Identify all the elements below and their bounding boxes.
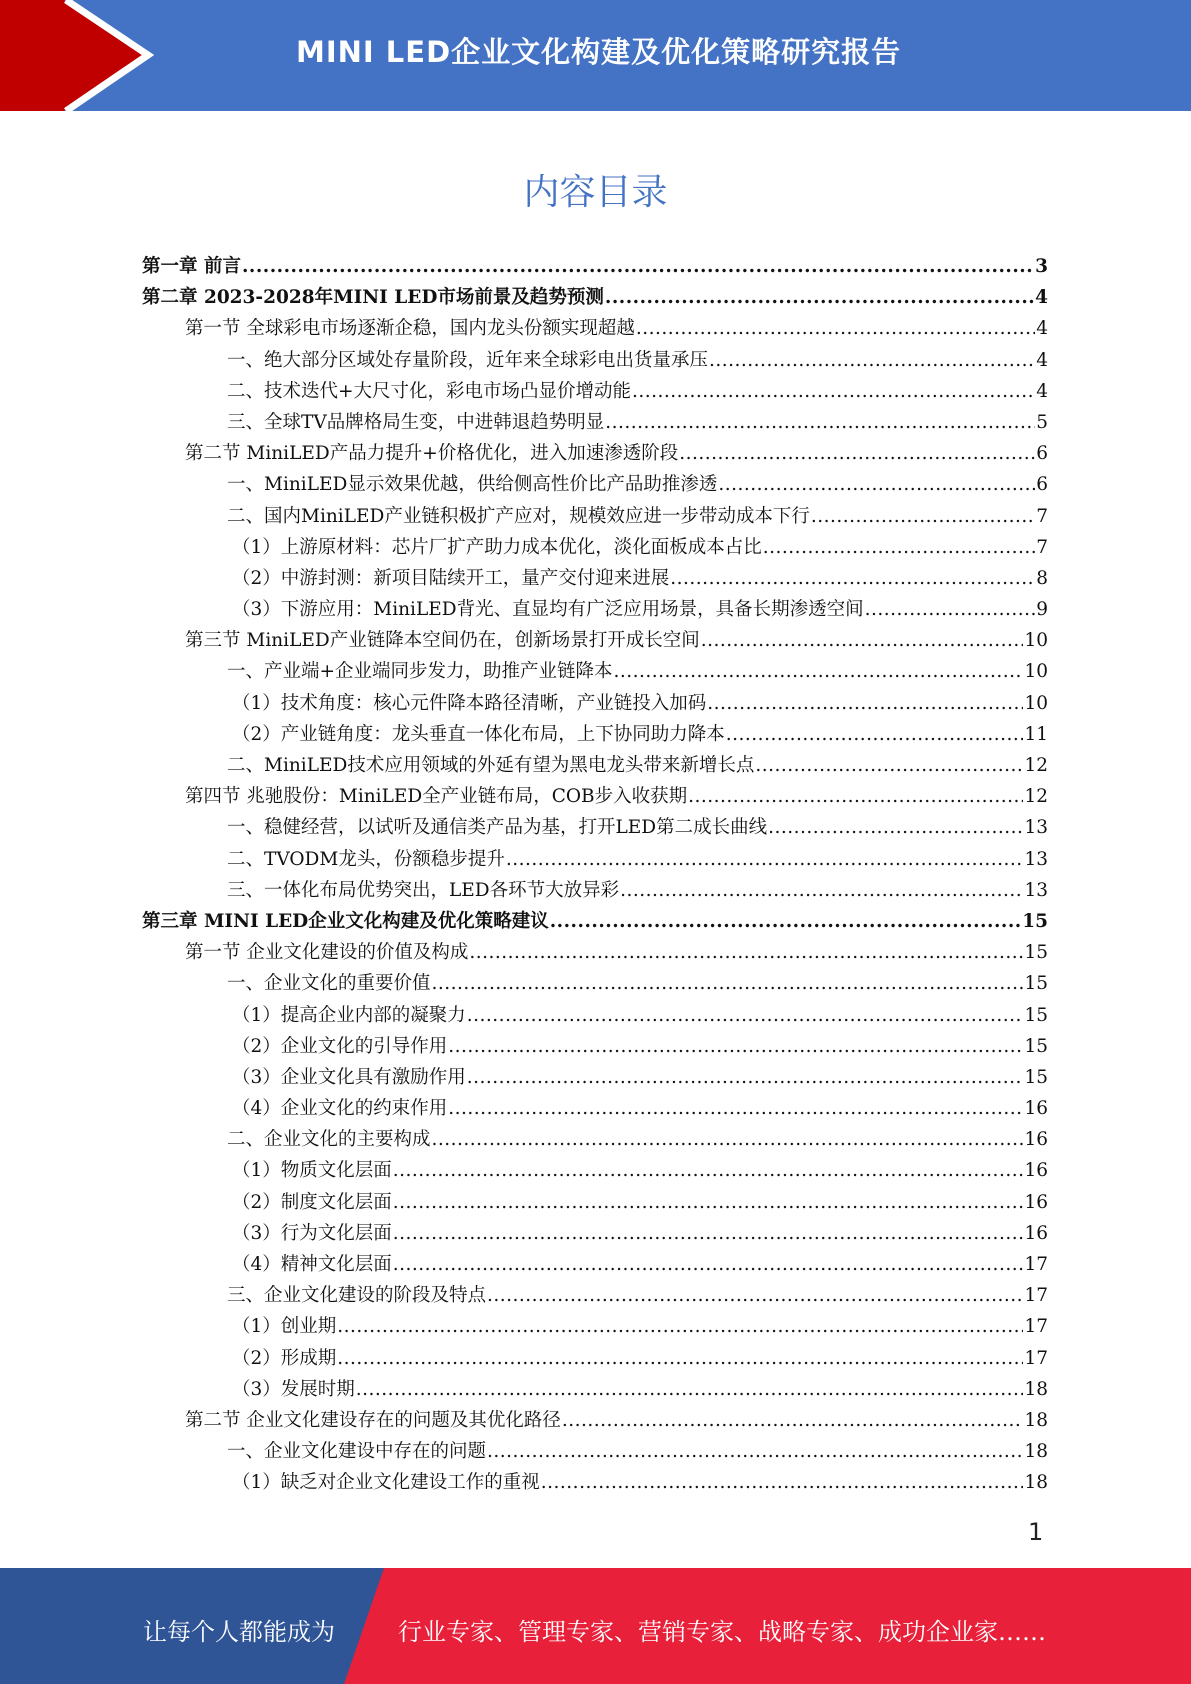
toc-dot-leader [467, 1005, 1024, 1026]
toc-entry-page: 18 [1024, 1378, 1048, 1400]
toc-entry[interactable] [142, 470, 1048, 501]
report-title: MINI LED企业文化构建及优化策略研究报告 [296, 35, 902, 69]
toc-dot-leader [763, 537, 1035, 558]
toc-entry[interactable] [142, 876, 1048, 907]
toc-entry[interactable] [142, 533, 1048, 564]
toc-entry-page: 4 [1036, 349, 1048, 371]
toc-dot-leader [541, 1472, 1024, 1493]
toc-dot-leader [487, 1441, 1023, 1462]
toc-entry-page: 11 [1024, 723, 1048, 745]
toc-dot-leader [709, 350, 1035, 371]
toc-entry-text: （1）提高企业内部的凝聚力 [232, 1004, 466, 1026]
toc-dot-leader [337, 1316, 1023, 1337]
toc-dot-leader [636, 318, 1035, 339]
toc-entry-page: 4 [1035, 287, 1048, 309]
toc-dot-leader [432, 973, 1024, 994]
toc-dot-leader [356, 1379, 1024, 1400]
toc-entry[interactable] [142, 408, 1048, 439]
toc-entry-page: 17 [1024, 1347, 1048, 1369]
toc-entry[interactable] [142, 1219, 1048, 1250]
toc-entry-page: 6 [1036, 474, 1048, 496]
toc-dot-leader [811, 506, 1035, 527]
toc-dot-leader [614, 661, 1024, 682]
toc-entry-text: 一、企业文化建设中存在的问题 [227, 1441, 487, 1463]
toc-entry-page: 15 [1024, 1035, 1048, 1057]
toc-entry[interactable] [142, 907, 1048, 938]
toc-entry-page: 12 [1024, 755, 1048, 776]
toc-dot-leader [393, 1160, 1024, 1181]
toc-entry-page: 13 [1024, 817, 1048, 839]
toc-dot-leader [242, 256, 1034, 277]
toc-dot-leader [393, 1192, 1024, 1213]
toc-entry-page: 17 [1024, 1254, 1048, 1275]
page-number: 1 [1028, 1518, 1044, 1546]
toc-entry[interactable] [142, 1344, 1048, 1375]
toc-entry-page: 13 [1024, 848, 1048, 870]
toc-entry-text: 一、产业端+企业端同步发力，助推产业链降本 [227, 661, 613, 683]
toc-dot-leader [550, 911, 1022, 932]
toc-entry-page: 15 [1024, 1004, 1048, 1026]
toc-entry[interactable] [142, 1437, 1048, 1468]
toc-entry[interactable] [142, 1001, 1048, 1032]
toc-entry-page: 4 [1036, 380, 1048, 402]
toc-entry-text: （3）企业文化具有激励作用 [232, 1066, 466, 1088]
toc-dot-leader [487, 1285, 1023, 1306]
toc-entry-page: 15 [1022, 910, 1048, 932]
toc-dot-leader [865, 599, 1036, 620]
toc-entry-text: 第一节 企业文化建设的价值及构成 [185, 942, 469, 964]
header-bar [0, 0, 1191, 111]
toc-entry[interactable] [142, 314, 1048, 345]
toc-entry-page: 7 [1036, 505, 1048, 527]
toc-entry[interactable] [142, 346, 1048, 377]
toc-dot-leader [632, 381, 1035, 402]
toc-entry[interactable] [142, 1094, 1048, 1125]
toc-entry-text: （4）精神文化层面 [232, 1254, 392, 1275]
footer-slogan-left: 让每个人都能成为 [143, 1618, 335, 1646]
toc-dot-leader [337, 1348, 1023, 1369]
header-arrow-shape [0, 0, 160, 111]
toc-entry[interactable] [142, 969, 1048, 1000]
toc-entry-page: 16 [1024, 1129, 1048, 1151]
toc-dot-leader [432, 1129, 1024, 1150]
toc-entry[interactable] [142, 283, 1048, 314]
toc-dot-leader [469, 942, 1023, 963]
toc-entry[interactable] [142, 813, 1048, 844]
toc-entry-page: 4 [1036, 318, 1048, 340]
toc-entry[interactable] [142, 1468, 1048, 1499]
toc-dot-leader [605, 287, 1034, 308]
toc-entry-page: 7 [1036, 536, 1048, 558]
table-of-contents [142, 252, 1048, 1500]
toc-dot-leader [679, 443, 1035, 464]
toc-entry-page: 10 [1024, 692, 1048, 714]
toc-entry[interactable] [142, 657, 1048, 688]
toc-entry[interactable] [142, 564, 1048, 595]
toc-entry[interactable] [142, 377, 1048, 408]
toc-entry-text: （1）技术角度：核心元件降本路径清晰，产业链投入加码 [232, 692, 707, 714]
toc-entry-page: 17 [1024, 1285, 1048, 1307]
toc-dot-leader [605, 412, 1035, 433]
toc-entry-page: 17 [1024, 1316, 1048, 1338]
toc-entry-text: （3）下游应用：MiniLED背光、直显均有广泛应用场景，具备长期渗透空间 [232, 599, 864, 621]
toc-entry-text: 第一章 前言 [142, 256, 241, 277]
toc-entry-page: 15 [1024, 1066, 1048, 1088]
toc-entry-page: 16 [1024, 1222, 1048, 1244]
toc-entry[interactable] [142, 439, 1048, 470]
toc-entry[interactable] [142, 689, 1048, 720]
toc-entry-page: 10 [1024, 661, 1048, 683]
toc-entry-text: 第三节 MiniLED产业链降本空间仍在，创新场景打开成长空间 [185, 630, 700, 652]
toc-entry[interactable] [142, 845, 1048, 876]
toc-entry-text: 三、一体化布局优势突出，LED各环节大放异彩 [227, 879, 620, 901]
toc-entry-page: 5 [1036, 411, 1048, 433]
toc-dot-leader [620, 880, 1023, 901]
toc-entry-text: 一、稳健经营，以试听及通信类产品为基，打开LED第二成长曲线 [227, 817, 768, 839]
toc-entry[interactable] [142, 502, 1048, 533]
toc-dot-leader [393, 1254, 1024, 1275]
toc-entry-text: （2）企业文化的引导作用 [232, 1035, 448, 1057]
toc-entry[interactable] [142, 751, 1048, 782]
toc-entry-text: 一、MiniLED显示效果优越，供给侧高性价比产品助推渗透 [227, 474, 718, 496]
toc-entry[interactable] [142, 1063, 1048, 1094]
toc-entry-text: 第二章 2023-2028年MINI LED市场前景及趋势预测 [142, 287, 604, 309]
toc-entry-text: 二、企业文化的主要构成 [227, 1129, 431, 1151]
toc-entry-text: （1）缺乏对企业文化建设工作的重视 [232, 1472, 540, 1494]
toc-entry-page: 15 [1024, 973, 1048, 995]
toc-entry-text: （3）行为文化层面 [232, 1222, 392, 1244]
toc-dot-leader [448, 1098, 1023, 1119]
toc-entry-text: 第三章 MINI LED企业文化构建及优化策略建议 [142, 910, 549, 932]
toc-dot-leader [701, 630, 1024, 651]
toc-dot-leader [467, 1067, 1024, 1088]
toc-dot-leader [726, 724, 1024, 745]
toc-entry[interactable] [142, 1156, 1048, 1187]
toc-entry-text: 第二节 企业文化建设存在的问题及其优化路径 [185, 1409, 561, 1431]
toc-entry-text: 第一节 全球彩电市场逐渐企稳，国内龙头份额实现超越 [185, 318, 635, 340]
toc-entry-text: 一、企业文化的重要价值 [227, 973, 431, 995]
toc-entry-page: 16 [1024, 1160, 1048, 1182]
toc-dot-leader [393, 1223, 1024, 1244]
toc-entry-text: 三、企业文化建设的阶段及特点 [227, 1285, 487, 1307]
toc-entry-text: （2）制度文化层面 [232, 1191, 392, 1213]
toc-entry-text: 第二节 MiniLED产品力提升+价格优化，进入加速渗透阶段 [185, 443, 679, 465]
toc-entry-text: 第四节 兆驰股份：MiniLED全产业链布局，COB步入收获期 [185, 786, 688, 808]
toc-entry-text: （1）上游原材料：芯片厂扩产助力成本优化，淡化面板成本占比 [232, 536, 762, 558]
toc-entry[interactable] [142, 782, 1048, 813]
toc-entry-text: 一、绝大部分区域处存量阶段，近年来全球彩电出货量承压 [227, 349, 709, 371]
toc-entry-page: 15 [1024, 942, 1048, 964]
toc-dot-leader [755, 755, 1023, 776]
toc-entry-page: 8 [1036, 567, 1048, 589]
toc-entry[interactable] [142, 252, 1048, 283]
footer-banner [0, 1568, 1191, 1684]
toc-entry-page: 16 [1024, 1191, 1048, 1213]
toc-entry-page: 12 [1024, 786, 1048, 808]
toc-entry-page: 10 [1024, 630, 1048, 652]
toc-entry[interactable] [142, 1406, 1048, 1437]
toc-entry-page: 16 [1024, 1098, 1048, 1120]
toc-dot-leader [448, 1036, 1023, 1057]
toc-entry-text: （1）物质文化层面 [232, 1160, 392, 1182]
toc-entry-page: 6 [1036, 443, 1048, 465]
toc-dot-leader [688, 786, 1023, 807]
toc-dot-leader [718, 474, 1035, 495]
toc-entry-text: 二、MiniLED技术应用领域的外延有望为黑电龙头带来新增长点 [227, 755, 755, 776]
toc-entry-page: 18 [1024, 1409, 1048, 1431]
footer-slogan-right: 行业专家、管理专家、营销专家、战略专家、成功企业家…… [398, 1618, 1046, 1646]
toc-entry[interactable] [142, 938, 1048, 969]
toc-entry-text: （4）企业文化的约束作用 [232, 1098, 448, 1120]
toc-entry-text: （2）中游封测：新项目陆续开工，量产交付迎来进展 [232, 567, 670, 589]
toc-entry[interactable] [142, 1188, 1048, 1219]
toc-dot-leader [562, 1410, 1024, 1431]
toc-dot-leader [768, 817, 1023, 838]
toc-dot-leader [506, 849, 1024, 870]
toc-entry[interactable] [142, 595, 1048, 626]
toc-entry-text: （2）产业链角度：龙头垂直一体化布局，上下协同助力降本 [232, 723, 725, 745]
toc-dot-leader [707, 693, 1023, 714]
toc-entry-text: （3）发展时期 [232, 1378, 355, 1400]
toc-entry-text: 二、TVODM龙头，份额稳步提升 [227, 848, 505, 870]
toc-entry-page: 3 [1035, 256, 1048, 277]
toc-entry-page: 13 [1024, 879, 1048, 901]
toc-heading: 内容目录 [523, 172, 668, 213]
toc-entry-page: 9 [1036, 599, 1048, 621]
toc-entry[interactable] [142, 1032, 1048, 1063]
toc-entry[interactable] [142, 1250, 1048, 1281]
toc-entry[interactable] [142, 626, 1048, 657]
toc-entry[interactable] [142, 1312, 1048, 1343]
toc-entry-text: 二、国内MiniLED产业链积极扩产应对，规模效应进一步带动成本下行 [227, 505, 810, 527]
toc-entry-text: （2）形成期 [232, 1347, 337, 1369]
toc-entry-text: （1）创业期 [232, 1316, 337, 1338]
toc-entry[interactable] [142, 1281, 1048, 1312]
toc-dot-leader [670, 568, 1035, 589]
toc-entry[interactable] [142, 720, 1048, 751]
toc-entry-page: 18 [1024, 1441, 1048, 1463]
toc-entry[interactable] [142, 1125, 1048, 1156]
toc-entry[interactable] [142, 1375, 1048, 1406]
toc-entry-text: 二、技术迭代+大尺寸化，彩电市场凸显价增动能 [227, 380, 632, 402]
toc-entry-page: 18 [1024, 1472, 1048, 1494]
toc-entry-text: 三、全球TV品牌格局生变，中进韩退趋势明显 [227, 411, 605, 433]
